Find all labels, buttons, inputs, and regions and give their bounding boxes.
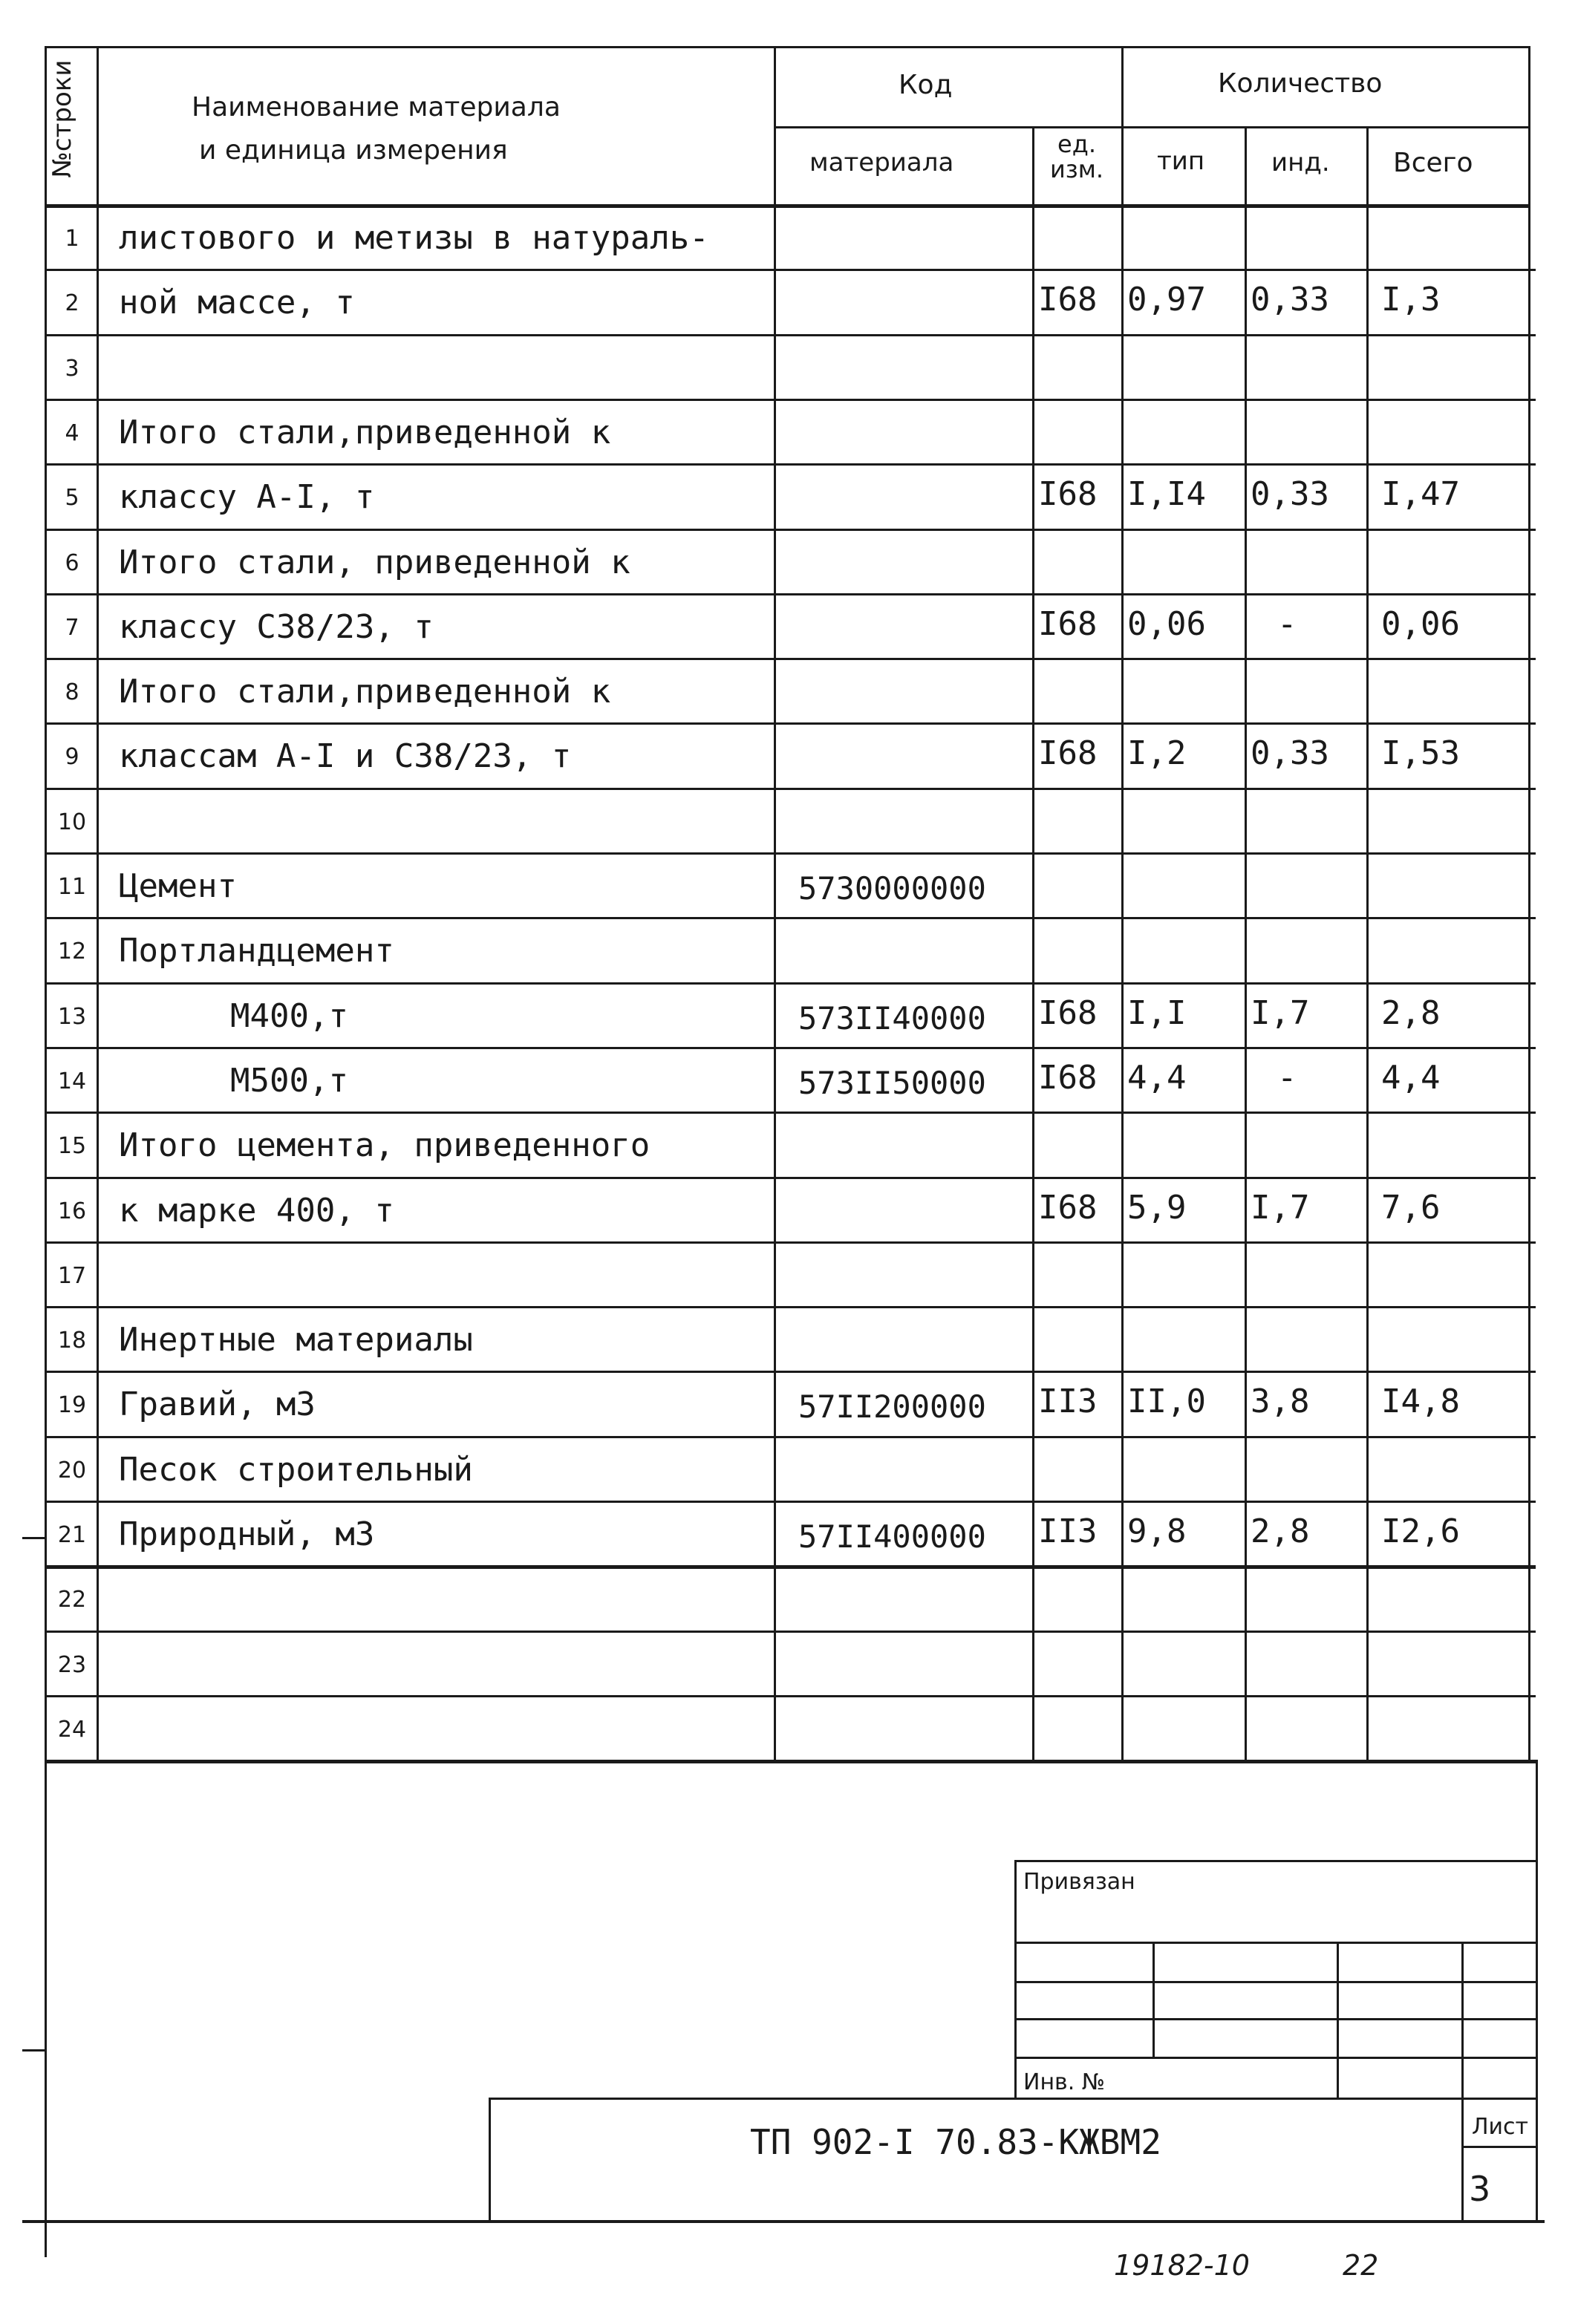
- row-qty-type: II,0: [1127, 1383, 1206, 1421]
- row-number: 19: [57, 1392, 87, 1419]
- row-name: классу С38/23, т: [119, 607, 434, 646]
- row-name: Гравий, м3: [119, 1385, 316, 1424]
- row-number: 5: [65, 485, 79, 512]
- row-number: 18: [57, 1328, 87, 1354]
- stamp-rule: [1014, 2018, 1536, 2020]
- row-name: М500,т: [230, 1061, 348, 1100]
- row-number: 7: [65, 614, 79, 641]
- row-rule: [45, 334, 1536, 336]
- row-name: Портландцемент: [119, 932, 394, 970]
- row-name: Песок строительный: [119, 1450, 473, 1489]
- row-qty-type: 0,97: [1127, 281, 1206, 319]
- stamp-sheet-split-rule: [1461, 2146, 1536, 2148]
- row-unit-code: I68: [1038, 604, 1098, 643]
- row-name: Итого цемента, приведенного: [119, 1126, 651, 1165]
- row-name: Цемент: [119, 867, 237, 905]
- row-rule: [45, 982, 1536, 985]
- row-rule: [45, 788, 1536, 790]
- header-bottom-rule: [45, 204, 1528, 208]
- row-name: листового и метизы в натураль-: [119, 219, 709, 257]
- row-number: 4: [65, 420, 79, 446]
- header-code: Код: [899, 70, 953, 100]
- row-qty-total: I,53: [1381, 734, 1460, 773]
- row-rule: [45, 529, 1536, 531]
- row-number: 24: [57, 1716, 87, 1743]
- stamp-designation-top-rule: [489, 2098, 1536, 2100]
- header-name-line1: Наименование материала: [192, 92, 561, 123]
- header-qty-ind: инд.: [1271, 148, 1330, 177]
- page-bottom-rule: [22, 2220, 1545, 2223]
- row-unit-code: I68: [1038, 475, 1098, 514]
- type-column-rule: [1121, 46, 1124, 1760]
- row-qty-type: 0,06: [1127, 604, 1206, 643]
- edge-tick: [22, 1537, 45, 1539]
- stamp-designation: ТП 902-I 70.83-КЖВМ2: [750, 2122, 1161, 2162]
- row-qty-type: 4,4: [1127, 1058, 1187, 1097]
- row-name: Инертные материалы: [119, 1321, 473, 1360]
- row-material-code: 57II200000: [798, 1388, 986, 1426]
- row-rule: [45, 1436, 1536, 1438]
- row-unit-code: I68: [1038, 1188, 1098, 1227]
- stamp-right-rule: [1536, 1860, 1538, 2220]
- row-number: 22: [57, 1587, 87, 1613]
- row-qty-type: 9,8: [1127, 1512, 1187, 1550]
- stamp-rule: [1152, 1942, 1155, 2057]
- row-qty-total: 7,6: [1381, 1188, 1441, 1227]
- row-qty-ind: 0,33: [1251, 281, 1329, 319]
- stamp-rule: [1461, 1942, 1464, 2098]
- row-unit-code: II3: [1038, 1383, 1098, 1421]
- header-qty-total: Всего: [1393, 148, 1473, 178]
- row-qty-ind: -: [1277, 604, 1297, 643]
- row-name: Итого стали,приведенной к: [119, 413, 611, 451]
- row-qty-type: I,2: [1127, 734, 1187, 773]
- row-rule: [45, 593, 1536, 595]
- row-rule: [45, 1695, 1536, 1697]
- row-qty-type: I,I4: [1127, 475, 1206, 514]
- header-quantity: Количество: [1218, 68, 1383, 99]
- row-number: 20: [57, 1457, 87, 1483]
- row-number: 12: [57, 939, 87, 965]
- edge-tick: [22, 2049, 45, 2052]
- row-unit-code: I68: [1038, 993, 1098, 1032]
- row-number: 2: [65, 290, 79, 317]
- stamp-top-rule: [1014, 1860, 1536, 1862]
- row-qty-total: 0,06: [1381, 604, 1460, 643]
- row-qty-ind: 0,33: [1251, 475, 1329, 514]
- row-number: 21: [57, 1522, 87, 1548]
- row-number: 10: [57, 809, 87, 835]
- row-name: Итого стали,приведенной к: [119, 673, 611, 711]
- row-qty-total: 2,8: [1381, 993, 1441, 1032]
- row-qty-type: 5,9: [1127, 1188, 1187, 1227]
- header-row-number: №строки: [48, 59, 77, 178]
- unit-column-rule: [1032, 126, 1034, 1760]
- row-rule: [45, 1047, 1536, 1049]
- row-number: 16: [57, 1198, 87, 1224]
- row-number: 3: [65, 355, 79, 382]
- row-number: 14: [57, 1068, 87, 1094]
- row-rule: [45, 1177, 1536, 1179]
- row-qty-ind: I,7: [1251, 993, 1310, 1032]
- row-rule: [45, 1112, 1536, 1114]
- header-name-line2: и единица измерения: [199, 135, 508, 166]
- row-qty-ind: 2,8: [1251, 1512, 1310, 1550]
- row-qty-ind: -: [1277, 1058, 1297, 1097]
- row-qty-total: I,47: [1381, 475, 1460, 514]
- row-number: 11: [57, 874, 87, 900]
- row-material-code: 573II40000: [798, 999, 986, 1037]
- row-qty-ind: 3,8: [1251, 1383, 1310, 1421]
- row-qty-total: I4,8: [1381, 1383, 1460, 1421]
- row-qty-total: I2,6: [1381, 1512, 1460, 1550]
- row-name: Природный, м3: [119, 1515, 375, 1553]
- row-number: 15: [57, 1133, 87, 1160]
- stamp-sheet-rule: [1461, 2098, 1464, 2222]
- row-rule: [45, 269, 1536, 271]
- stamp-sheet-number: 3: [1469, 2169, 1491, 2209]
- row-number: 6: [65, 549, 79, 576]
- stamp-rule: [1337, 1942, 1339, 2098]
- header-code-material: материала: [809, 148, 954, 177]
- row-number: 1: [65, 226, 79, 252]
- row-rule: [45, 1501, 1536, 1503]
- stamp-left-rule: [1014, 1860, 1017, 2098]
- row-rule: [45, 1565, 1536, 1569]
- page-number: 22: [1343, 2249, 1379, 2282]
- row-rule: [45, 399, 1536, 401]
- row-unit-code: I68: [1038, 734, 1098, 773]
- row-material-code: 573II50000: [798, 1064, 986, 1101]
- row-unit-code: I68: [1038, 1058, 1098, 1097]
- table-top-rule: [45, 46, 1528, 48]
- row-rule: [45, 1241, 1536, 1244]
- row-rule: [45, 1631, 1536, 1633]
- row-rule: [45, 1760, 1536, 1763]
- stamp-rule: [1014, 1981, 1536, 1983]
- row-material-code: 57II400000: [798, 1518, 986, 1555]
- stamp-inventory-label: Инв. №: [1023, 2069, 1106, 2095]
- row-rule: [45, 463, 1536, 466]
- header-code-unit: ед. изм.: [1049, 130, 1104, 183]
- header-qty-type: тип: [1157, 146, 1205, 176]
- row-unit-code: II3: [1038, 1512, 1098, 1550]
- header-split-rule: [774, 126, 1528, 128]
- row-number: 17: [57, 1262, 87, 1289]
- row-qty-ind: I,7: [1251, 1188, 1310, 1227]
- code-column-rule: [774, 46, 776, 1760]
- row-number: 13: [57, 1003, 87, 1030]
- row-material-code: 5730000000: [798, 870, 986, 907]
- stamp-rule: [1014, 1942, 1536, 1944]
- total-column-rule: [1366, 126, 1369, 1760]
- row-rule: [45, 658, 1536, 660]
- stamp-sheet-label: Лист: [1472, 2114, 1529, 2140]
- row-name: к марке 400, т: [119, 1191, 394, 1230]
- row-number: 9: [65, 744, 79, 771]
- stamp-rule: [1014, 2057, 1536, 2059]
- row-rule: [45, 852, 1536, 855]
- row-qty-total: 4,4: [1381, 1058, 1441, 1097]
- table-right-rule: [1528, 46, 1530, 1760]
- row-unit-code: I68: [1038, 281, 1098, 319]
- ind-column-rule: [1245, 126, 1247, 1760]
- row-name: ной массе, т: [119, 284, 355, 322]
- row-name: Итого стали, приведенной к: [119, 543, 630, 581]
- row-qty-type: I,I: [1127, 993, 1187, 1032]
- row-rule: [45, 1306, 1536, 1308]
- row-qty-total: I,3: [1381, 281, 1441, 319]
- stamp-designation-left-rule: [489, 2098, 491, 2222]
- row-rule: [45, 1371, 1536, 1373]
- stamp-attached-label: Привязан: [1023, 1869, 1135, 1895]
- row-qty-ind: 0,33: [1251, 734, 1329, 773]
- row-name: классу А-I, т: [119, 478, 375, 517]
- row-rule: [45, 722, 1536, 725]
- row-name: классам А-I и С38/23, т: [119, 737, 572, 776]
- row-name: М400,т: [230, 996, 348, 1035]
- row-rule: [45, 917, 1536, 919]
- row-number: 8: [65, 679, 79, 706]
- row-number: 23: [57, 1651, 87, 1678]
- archive-number: 19182-10: [1114, 2249, 1250, 2282]
